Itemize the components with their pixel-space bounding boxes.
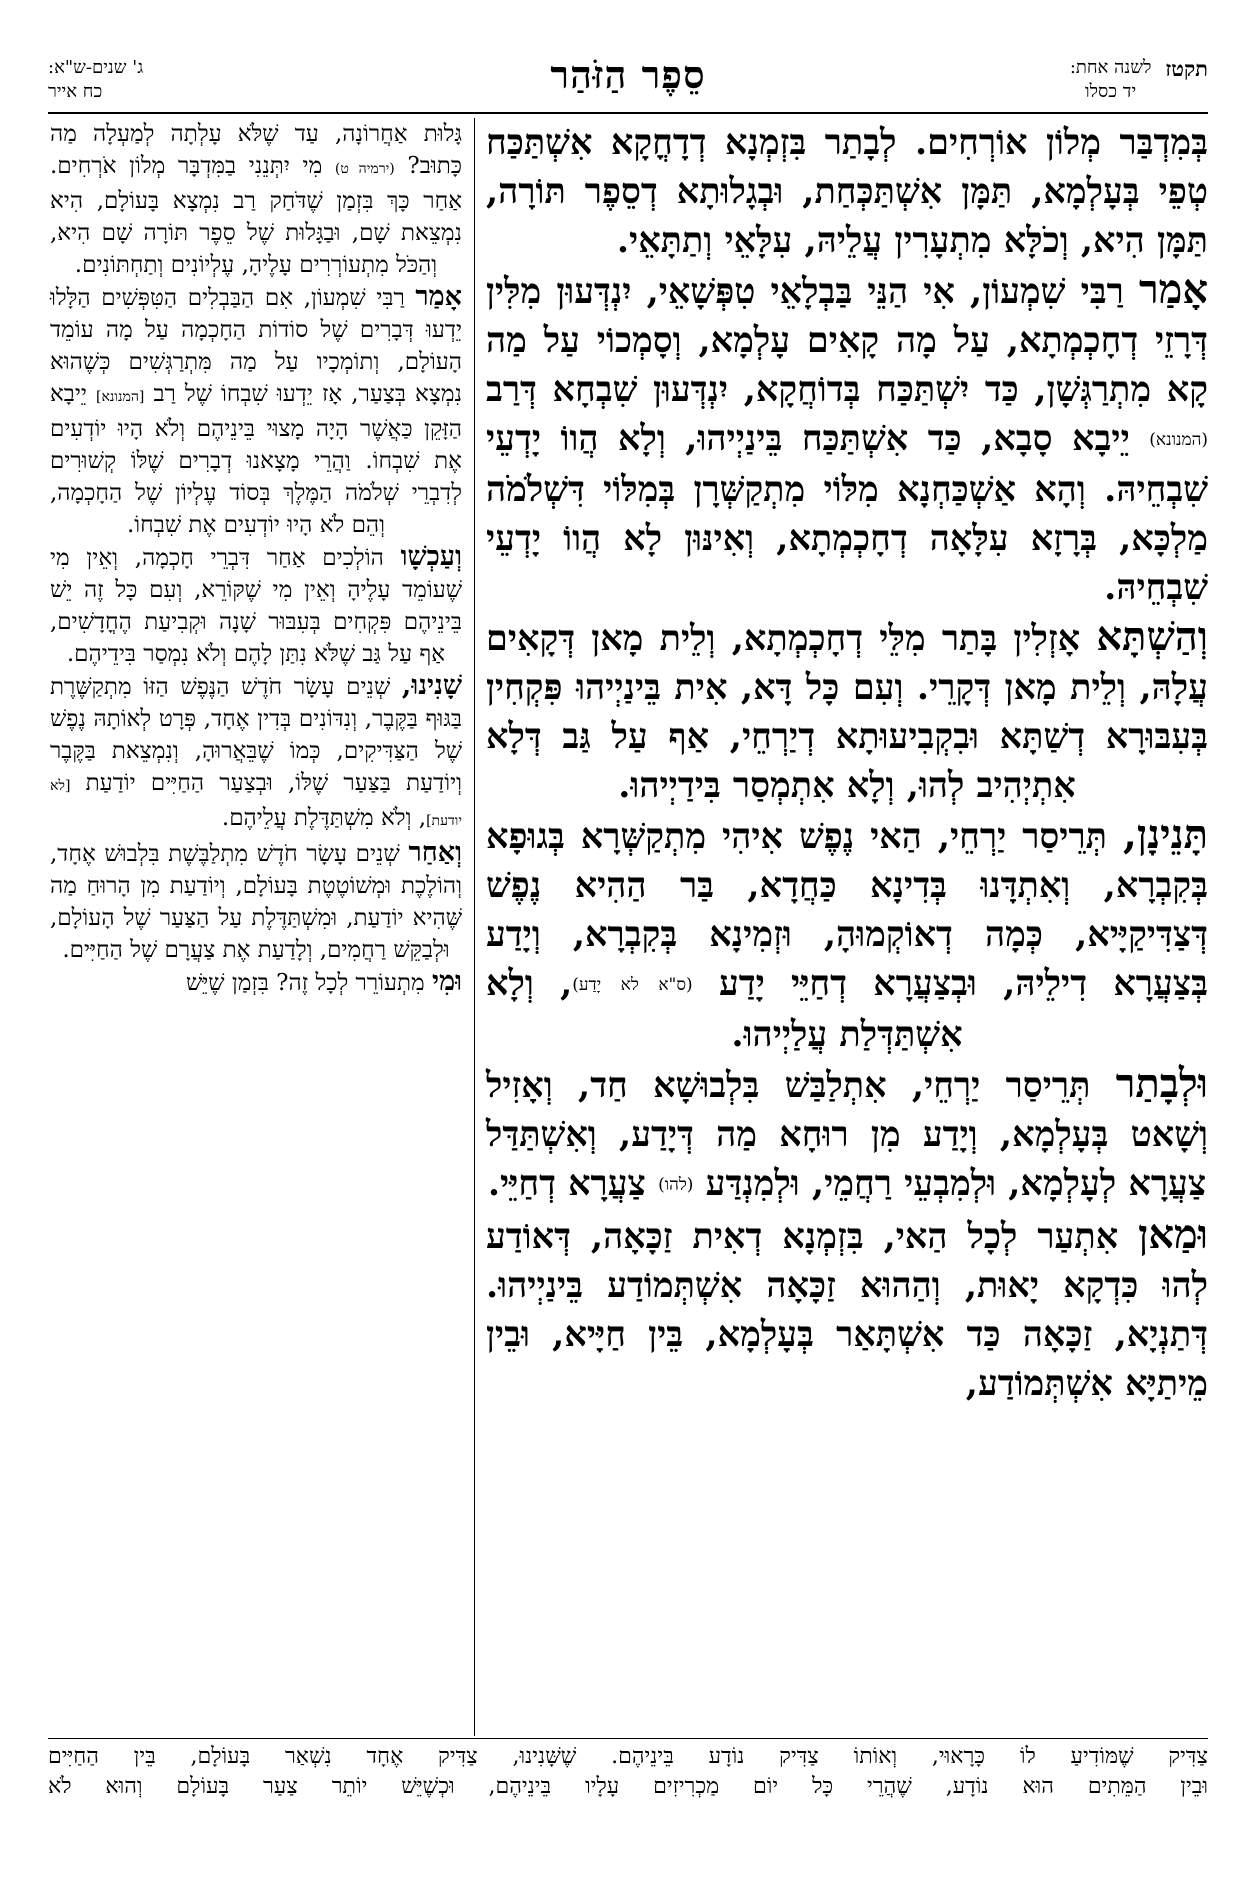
- main-text: תְּרֵיסַר יַרְחֵי, הַאי נֶפֶשׁ אִיהִי מִתְקַשְּׁרָא בְּגוּפָא בְּקִבְרָא, וְאִתְדָּנוּ בְּדִינָא כַּחֲדָא, בַּר הַהִיא נֶפֶשׁ דְּצַדִּיקַיָּיא, כְּמָה דְאוֹקְמוּהָ, וּזְמִינָא בְּקִבְרָא, וְיָדַע בְּצַעֲרָא דִילֵיהּ, וּבְצַעֲרָא דְחַיֵּי יָדַע: [486, 816, 1208, 1004]
- side-text: שְׁנֵים עָשָׂר חֹדֶשׁ הַנֶּפֶשׁ הַזּוֹ מִתְקַשֶּׁרֶת בַּגּוּף בַּקֶּבֶר, וְנִדּוֹנִים בְּדִין אֶחָד, פְּרָט לְאוֹתָהּ נֶפֶשׁ שֶׁל הַצַּדִּיקִים, כְּמוֹ שֶׁבֵּאֲרוּהָ, וְנִמְצֵאת בַּקֶּבֶר וְיוֹדַעַת בַּצַּעַר שֶׁלּוֹ, וּבְצַעַר הַחַיִּים יוֹדַעַת: [50, 674, 462, 796]
- main-paragraph: [486, 1059, 1208, 1210]
- side-paragraph: [50, 118, 462, 281]
- main-paragraph: [486, 810, 1208, 1059]
- main-lead-word: וּמַאן: [1138, 1211, 1208, 1258]
- main-lead-word: תָּנֵינָן,: [1122, 811, 1208, 858]
- main-text: בְּמִדְבַּר מְלוֹן אוֹרְחִים. לְבָתַר בִּזְמְנָא דְדָחֳקָא אִשְׁתַּכַּח טְפֵי בְּעָלְמָא, תַּמָּן אִשְׁתַּכְּחַת, וּבְגָלוּתָא דְסֵפֶר תּוֹרָה, תַּמָּן הִיא, וְכֹלָּא מִתְעָרִין עֲלֵיהּ, עִלָּאֵי וְתַתָּאֵי.: [486, 122, 1208, 261]
- main-lead-word: אָמַר: [1138, 266, 1208, 313]
- side-paragraph: [50, 281, 462, 541]
- main-note: (ס"א לא יָדַע): [572, 975, 693, 995]
- side-text: גָּלוּת אַחֲרוֹנָה, עַד שֶׁלֹּא עָלְתָה לְמַעְלָה מַה כָּתוּב?: [50, 121, 462, 179]
- main-lead-word: וּלְבָתַר: [1115, 1060, 1208, 1107]
- main-text: יֵיבָא סָבָא, כַּד אִשְׁתַּכַּח בֵּינַיְיהוּ, וְלָא הֲווֹ יָדְעֵי שִׁבְחֵיהּ. וְהָא אַשְׁכַּחְנָא מִלּוֹי מִתְקַשְּׁרָן בְּמִלּוֹי דִּשְׁלֹמֹה מַלְכָּא, בְּרָזָא עִלָּאָה דְחָכְמְתָא, וְאִינּוּן לָא הֲווֹ יָדְעֵי שִׁבְחֵיהּ.: [486, 418, 1208, 608]
- main-note: (להו): [658, 1175, 694, 1195]
- header-rule: [48, 112, 1208, 114]
- side-text: , וְלֹא מִשְׁתַּדֶּלֶת עֲלֵיהֶם.: [221, 805, 427, 831]
- footer-line: צַדִּיק שֶׁמּוֹדִיעַ לוֹ כָּרָאוּי, וְאוֹתוֹ צַדִּיק נוֹדָע בֵּינֵיהֶם. שֶׁשָּׁנִינוּ, צַדִּיק אֶחָד נִשְׁאַר בָּעוֹלָם, בֵּין הַחַיִּים: [48, 1744, 1208, 1769]
- main-text: אָזְלִין בָּתַר מִלֵּי דְחָכְמְתָא, וְלֵית מָאן דְּקָאִים עֲלָהּ, וְלֵית מָאן דְּקָרֵי. וְעִם כָּל דָּא, אִית בֵּינַיְיהוּ פִּקְחִין בְּעִבּוּרָא דְשַׁתָּא וּבִקְבִיעוּתָא דְיַרְחֵי, אַף עַל גַּב דְּלָא אִתְיְהִיב לְהוּ, וְלָא אִתְמְסַר בִּידַיְיהוּ.: [486, 618, 1208, 806]
- schedule-three-years-date: כח אייר: [48, 81, 103, 102]
- schedule-one-year-label: לשנה אחת:: [1069, 57, 1152, 78]
- main-text: תְּרֵיסַר יַרְחֵי, אִתְלַבַּשׁ בִּלְבוּשָׁא חַד, וְאָזִיל וְשָׁאט בְּעָלְמָא, וְיָדַע מִן רוּחָא מַה דְּיָדַע, וְאִשְׁתַּדַּל צַעֲרָא לְעָלְמָא, וּלְמִבְעֵי רַחֲמֵי, וּלְמִנְדַּע: [486, 1065, 1208, 1204]
- side-note: (ירמיה ט): [334, 161, 395, 177]
- main-paragraph: [486, 612, 1208, 810]
- side-note: [המנונא]: [96, 389, 145, 405]
- side-text: שְׁנֵים עָשָׂר חֹדֶשׁ מִתְלַבֶּשֶׁת בִּלְבוּשׁ אֶחָד, וְהוֹלֶכֶת וּמְשׁוֹטֶטֶת בָּעוֹלָם, וְיוֹדַעַת מִן הָרוּחַ מַה שֶּׁהִיא יוֹדַעַת, וּמִשְׁתַּדֶּלֶת עַל הַצַּעַר שֶׁל הָעוֹלָם, וּלְבַקֵּשׁ רַחֲמִים, וְלָדַעַת אֶת צַעֲרָם שֶׁל הַחַיִּים.: [50, 841, 462, 963]
- side-paragraph: [50, 541, 462, 670]
- footer-line: וּבֵין הַמֵּתִים הוּא נוֹדָע, שֶׁהֲרֵי כָּל יוֹם מַכְרִיזִים עָלָיו בֵּינֵיהֶם, וּכְשֶׁיֵּשׁ יוֹתֵר צַעַר בָּעוֹלָם וְהוּא לֹא: [48, 1774, 1208, 1799]
- side-paragraph: [50, 837, 462, 966]
- side-lead-word: שָׁנִינוּ,: [401, 670, 462, 701]
- hebrew-translation-column: [50, 118, 462, 1758]
- side-text: מִי יִתְּנֵנִי בַמִּדְבָּר מְלוֹן אֹרְחִים. אַחַר כָּךְ בִּזְמַן שֶׁדֹּחַק רַב נִמְצָא בָּעוֹלָם, הִיא נִמְצֵאת שָׁם, וּבַגָּלוּת שֶׁל סֵפֶר תּוֹרָה שָׁם הִיא, וְהַכֹּל מִתְעוֹרְרִים עָלֶיהָ, עֶלְיוֹנִים וְתַחְתּוֹנִים.: [50, 153, 462, 278]
- main-text: אִתְעַר לְכָל הַאי, בִּזְמְנָא דְאִית זַכָּאָה, דְּאוֹדַע לְהוּ כִּדְקָא יָאוּת, וְהַהוּא זַכָּאָה אִשְׁתְּמוֹדַע בֵּינַיְיהוּ. דְּתַנְיָא, זַכָּאָה כַּד אִשְׁתָּאַר בְּעָלְמָא, בֵּין חַיָּיא, וּבֵין מֵיתַיָּא אִשְׁתְּמוֹדַע,: [486, 1216, 1208, 1404]
- side-lead-word: אָמַר: [415, 281, 462, 312]
- main-paragraph: [486, 265, 1208, 612]
- main-text: צַעֲרָא דְחַיֵּי.: [487, 1163, 659, 1204]
- main-paragraph: [486, 118, 1208, 265]
- footer-continuation: [48, 1742, 1208, 1802]
- side-note: [לא יודעת]: [50, 778, 462, 829]
- footer-rule: [48, 1738, 1208, 1739]
- side-lead-word: וְעַכְשָׁו: [400, 541, 462, 572]
- main-paragraph: [486, 1210, 1208, 1408]
- schedule-three-years: [48, 56, 143, 104]
- side-text: יֵיבָא הַזָּקֵן כַּאֲשֶׁר הָיָה מָצוּי בֵּינֵיהֶם וְלֹא הָיוּ יוֹדְעִים אֶת שִׁבְחוֹ. וַהֲרֵי מָצָאנוּ דְבָרִים שֶׁלּוֹ קְשׁוּרִים לְדִבְרֵי שְׁלֹמֹה הַמֶּלֶךְ בְּסוֹד עֶלְיוֹן שֶׁל הַחָכְמָה, וְהֵם לֹא הָיוּ יוֹדְעִים אֶת שִׁבְחוֹ.: [50, 381, 462, 538]
- book-title: סֵפֶר הַזֹּהַר: [550, 52, 706, 97]
- side-paragraph: [50, 966, 462, 999]
- side-lead-word: וּמִי: [432, 966, 462, 997]
- side-text: רַבִּי שִׁמְעוֹן, אִם הַבַּבְלִים הַטִּפְּשִׁים הַלָּלוּ יֵדְעוּ דְּבָרִים שֶׁל סוֹדוֹת הַחָכְמָה עַל מָה עוֹמֵד הָעוֹלָם, וְתוֹמְכָיו עַל מַה מִּתְרַגְּשִׁים כְּשֶׁהוּא נִמְצָא בְּצַעַר, אָז יֵדְעוּ שִׁבְחוֹ שֶׁל רַב: [50, 285, 463, 407]
- side-paragraph: [50, 670, 462, 837]
- main-note: (המנונא): [1149, 430, 1208, 450]
- page-header: [48, 52, 1208, 112]
- aramaic-main-column: [486, 118, 1208, 1758]
- page-number: תקטז: [1165, 56, 1208, 81]
- schedule-three-years-label: ג' שנים-ש"א:: [48, 57, 144, 78]
- main-lead-word: וְהַשְׁתָּא: [1096, 613, 1208, 660]
- schedule-one-year-date: יד כסלו: [1085, 81, 1137, 102]
- side-lead-word: וְאַחַר: [408, 837, 462, 868]
- column-divider: [474, 118, 475, 1736]
- side-text: הוֹלְכִים אַחַר דִּבְרֵי חָכְמָה, וְאֵין מִי שֶׁעוֹמֵד עָלֶיהָ וְאֵין מִי שֶׁקּוֹרֵא, וְעִם כָּל זֶה יֵשׁ בֵּינֵיהֶם פִּקְחִים בְּעִבּוּר שָׁנָה וּקְבִיעַת הֶחֳדָשִׁים, אַף עַל גַּב שֶׁלֹּא נִתַּן לָהֶם וְלֹא נִמְסַר בִּידֵיהֶם.: [50, 545, 462, 667]
- main-text: רַבִּי שִׁמְעוֹן, אִי הַנֵּי בַּבְלָאֵי טִפְּשָׁאֵי, יִנְדְּעוּן מִלִּין דְּרָזֵי דְחָכְמְתָא, עַל מָה קָאִים עָלְמָא, וְסָמְכוֹי עַל מַה קָא מִתְרַגְּשָׁן, כַּד יִשְׁתַּכַּח בְּדוֹחֲקָא, יִנְדְּעוּן שִׁבְחָא דְּרַב: [486, 271, 1208, 410]
- main-text: , וְלָא אִשְׁתַּדְּלַת עֲלַיְיהוּ.: [486, 963, 963, 1055]
- side-text: מִתְעוֹרֵר לְכָל זֶה? בִּזְמַן שֶׁיֵּשׁ: [185, 970, 432, 996]
